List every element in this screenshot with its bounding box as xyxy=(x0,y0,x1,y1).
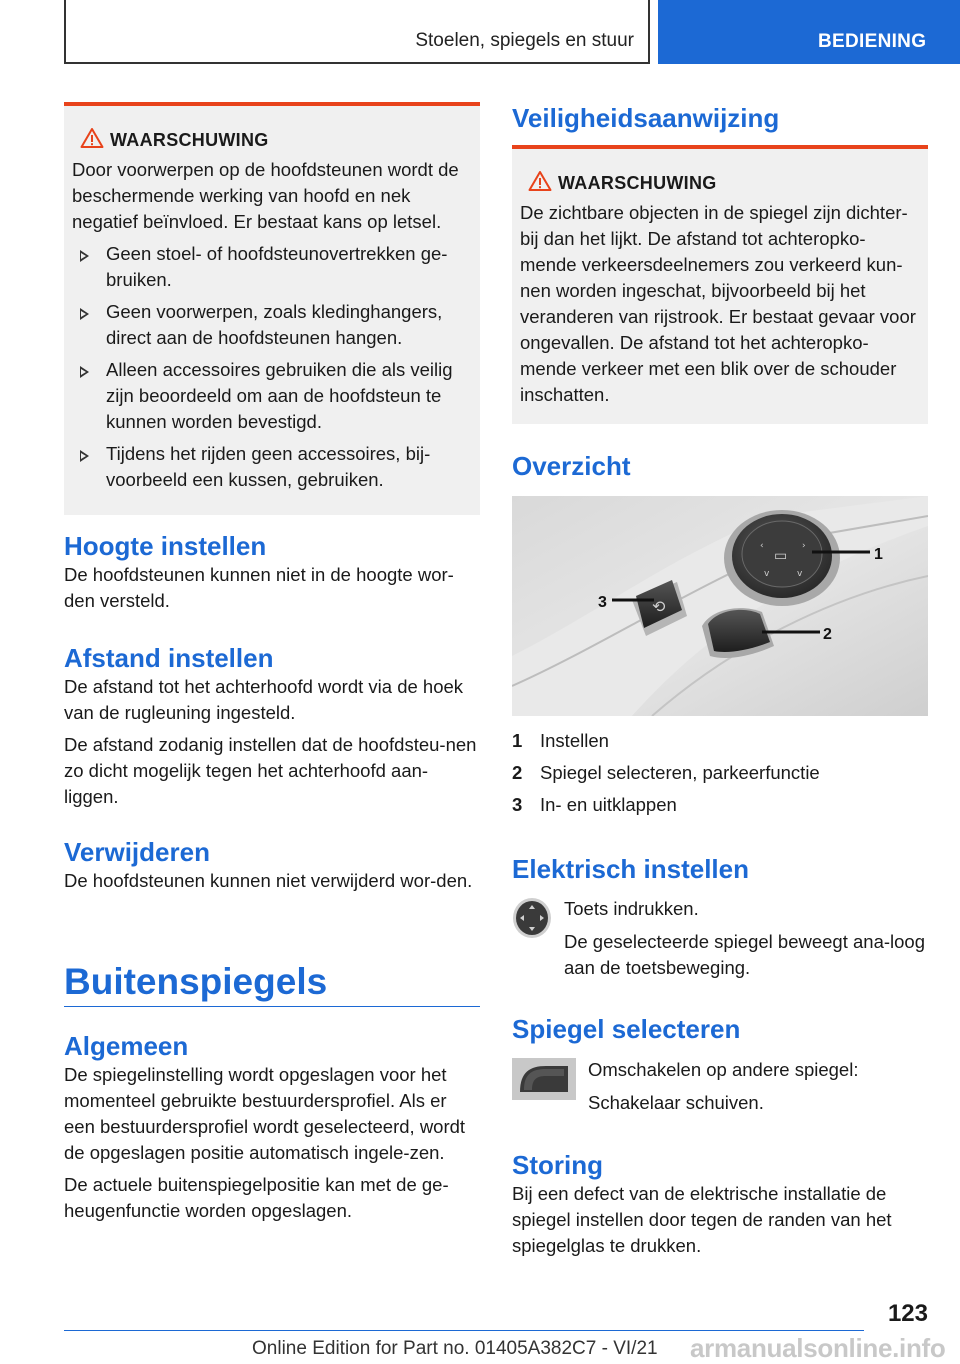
warning-title: WAARSCHUWING xyxy=(110,130,472,151)
text-verwijderen: De hoofdsteunen kunnen niet verwijderd wor-den. xyxy=(64,870,473,891)
section-buitenspiegels xyxy=(64,960,480,1007)
watermark: armanualsonline.info xyxy=(690,1333,946,1363)
warning-box-headrest xyxy=(64,102,480,515)
legend-item-1: 1 Instellen xyxy=(512,730,609,751)
text-afstand-2: De afstand zodanig instellen dat de hoofdsteu-nen zo dicht mogelijk tegen het achterhoofd aan-liggen. xyxy=(64,734,477,807)
footer-divider xyxy=(64,1330,864,1331)
svg-text:▭: ▭ xyxy=(774,548,788,564)
heading-verwijderen: Verwijderen xyxy=(64,837,210,867)
warning-triangle-icon xyxy=(528,170,552,192)
section-algemeen xyxy=(64,1030,480,1224)
bullet-triangle-icon xyxy=(80,366,89,378)
text-algemeen-2: De actuele buitenspiegelpositie kan met de ge-heugenfunctie worden opgeslagen. xyxy=(64,1174,449,1221)
warning-bullets xyxy=(72,241,472,493)
section-storing xyxy=(512,1149,928,1259)
mirror-controls-illustration xyxy=(512,496,928,716)
heading-elektrisch: Elektrisch instellen xyxy=(512,854,749,884)
list-item: Tijdens het rijden geen accessoires, bij-voorbeeld een kussen, gebruiken. xyxy=(72,441,472,493)
callout-2: 2 xyxy=(823,626,832,643)
callout-3: 3 xyxy=(598,594,607,611)
heading-overzicht: Overzicht xyxy=(512,451,631,481)
legend-item-2: 2 Spiegel selecteren, parkeerfunctie xyxy=(512,762,820,783)
list-item: Alleen accessoires gebruiken die als veilig zijn beoordeeld om aan de hoofdsteun te kunnen worden bevestigd. xyxy=(72,357,472,435)
warning-box-mirror xyxy=(512,145,928,424)
svg-text:‹: ‹ xyxy=(760,541,764,551)
header-section-tab xyxy=(64,0,650,64)
text-selecteren-2: Schakelaar schuiven. xyxy=(588,1092,764,1113)
left-column xyxy=(64,102,480,515)
warning-text: De zichtbare objecten in de spiegel zijn dichter-bij dan het lijkt. De afstand tot achteropko-mende verkeersdeelnemers zou verkeerd kun-nen worden ingeschat, bijvoorbeeld bij het veranderen van rijstrook. Er bestaat gevaar voor ongevallen. De afstand tot het achteropko-mende verkeer met een blik over de schouder inschatten. xyxy=(520,202,916,405)
section-afstand xyxy=(64,642,480,810)
heading-hoogte: Hoogte instellen xyxy=(64,531,267,561)
section-hoogte xyxy=(64,530,480,614)
heading-algemeen: Algemeen xyxy=(64,1031,189,1061)
text-elektrisch-2: De geselecteerde spiegel beweegt ana-loog aan de toetsbeweging. xyxy=(564,931,926,978)
warning-title: WAARSCHUWING xyxy=(558,173,920,194)
bullet-triangle-icon xyxy=(80,308,89,320)
list-item: Geen voorwerpen, zoals kledinghangers, direct aan de hoofdsteunen hangen. xyxy=(72,299,472,351)
section-veiligheid xyxy=(512,102,928,134)
section-title: Stoelen, spiegels en stuur xyxy=(415,30,634,51)
mirror-select-switch-icon xyxy=(512,1058,576,1100)
mirror-adjust-knob-icon xyxy=(512,896,552,940)
text-afstand-1: De afstand tot het achterhoofd wordt via de hoek van de rugleuning ingesteld. xyxy=(64,676,464,723)
section-selecteren xyxy=(512,1013,928,1045)
svg-text:v: v xyxy=(764,569,770,579)
footer-edition: Online Edition for Part no. 01405A382C7 - VI/21 xyxy=(252,1338,658,1359)
svg-text:v: v xyxy=(797,569,803,579)
text-hoogte: De hoofdsteunen kunnen niet in de hoogte wor-den versteld. xyxy=(64,564,454,611)
callout-1: 1 xyxy=(874,546,883,563)
heading-storing: Storing xyxy=(512,1150,603,1180)
heading-veiligheid: Veiligheidsaanwijzing xyxy=(512,103,780,133)
list-item: Geen stoel- of hoofdsteunovertrekken ge-bruiken. xyxy=(72,241,472,293)
text-selecteren-1: Omschakelen op andere spiegel: xyxy=(588,1059,859,1080)
section-verwijderen xyxy=(64,836,480,894)
svg-text:⟲: ⟲ xyxy=(652,597,666,616)
svg-text:›: › xyxy=(802,541,806,551)
section-elektrisch xyxy=(512,853,928,885)
warning-triangle-icon xyxy=(80,127,104,149)
heading-buitenspiegels: Buitenspiegels xyxy=(64,961,328,1002)
bullet-triangle-icon xyxy=(80,450,89,462)
header-chapter-tab xyxy=(658,0,960,64)
text-algemeen-1: De spiegelinstelling wordt opgeslagen voor het momenteel gebruikte bestuurdersprofiel. Als er een bestuurdersprofiel wordt geselecteerd, wordt de opgeslagen positie automatisch ingele-zen. xyxy=(64,1064,466,1163)
text-storing: Bij een defect van de elektrische installatie de spiegel instellen door tegen de randen van het spiegelglas te drukken. xyxy=(512,1183,892,1256)
chapter-title: BEDIENING xyxy=(818,31,927,52)
bullet-triangle-icon xyxy=(80,250,89,262)
text-elektrisch-1: Toets indrukken. xyxy=(564,898,699,919)
page-number: 123 xyxy=(887,1300,928,1327)
warning-text: Door voorwerpen op de hoofdsteunen wordt de beschermende werking van hoofd en nek negatief beïnvloed. Er bestaat kans op letsel. xyxy=(72,159,459,232)
heading-afstand: Afstand instellen xyxy=(64,643,274,673)
legend-item-3: 3 In- en uitklappen xyxy=(512,794,677,815)
section-overzicht xyxy=(512,450,928,482)
heading-selecteren: Spiegel selecteren xyxy=(512,1014,741,1044)
